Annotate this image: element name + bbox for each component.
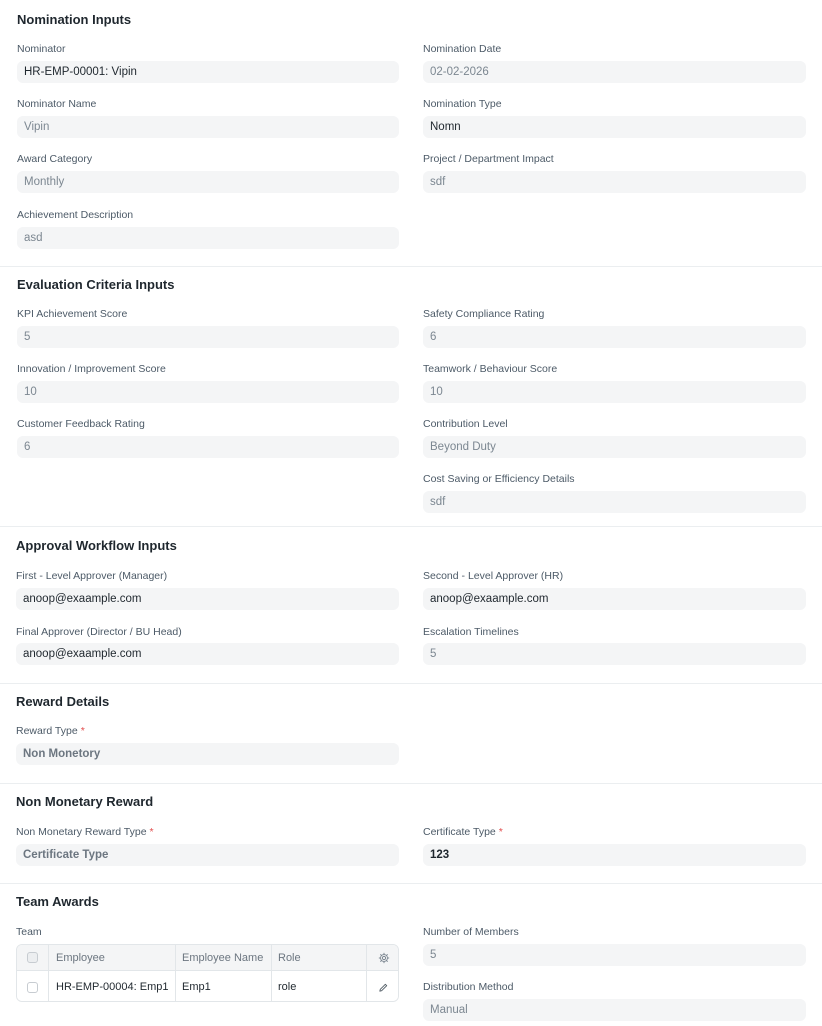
achievement-label: Achievement Description (17, 209, 134, 221)
nomination-type-field[interactable]: Nomn (423, 116, 806, 138)
nomination-date-label: Nomination Date (423, 43, 502, 55)
nomination-date-field: 02-02-2026 (423, 61, 806, 83)
final-approver-field[interactable]: anoop@exaample.com (16, 643, 399, 665)
required-mark: * (80, 725, 85, 737)
section-title: Nomination Inputs (17, 12, 132, 27)
reward-section (0, 684, 822, 784)
non-monetary-section (0, 784, 822, 884)
certificate-type-label-text: Certificate Type (423, 826, 496, 838)
members-field: 5 (423, 944, 806, 966)
nominator-label: Nominator (17, 43, 66, 55)
required-mark: * (498, 826, 503, 838)
kpi-field: 5 (17, 326, 399, 348)
select-all-cell (17, 945, 49, 970)
reward-type-label-text: Reward Type (16, 725, 78, 737)
non-monetary-type-field[interactable]: Certificate Type (16, 844, 399, 866)
certificate-type-label (423, 826, 503, 838)
nomination-type-label: Nomination Type (423, 98, 502, 110)
safety-field: 6 (423, 326, 806, 348)
customer-field: 6 (17, 436, 399, 458)
select-all-checkbox[interactable] (27, 952, 38, 963)
nomination-section (0, 0, 822, 267)
innovation-field: 10 (17, 381, 399, 403)
section-title: Evaluation Criteria Inputs (17, 277, 175, 292)
section-title: Team Awards (16, 894, 99, 909)
non-monetary-type-label (16, 826, 154, 838)
second-approver-field[interactable]: anoop@exaample.com (423, 588, 806, 610)
teamwork-field: 10 (423, 381, 806, 403)
cell-employee-name[interactable]: Emp1 (176, 971, 272, 1002)
required-mark: * (149, 826, 154, 838)
nominator-name-label: Nominator Name (17, 98, 97, 110)
section-title: Non Monetary Reward (16, 794, 154, 809)
reward-type-field[interactable]: Non Monetory (16, 743, 399, 765)
project-impact-label: Project / Department Impact (423, 153, 554, 165)
first-approver-label: First - Level Approver (Manager) (16, 570, 168, 582)
safety-label: Safety Compliance Rating (423, 308, 545, 320)
escalation-label: Escalation Timelines (423, 626, 519, 638)
row-edit-cell (367, 971, 399, 1002)
non-monetary-type-label-text: Non Monetary Reward Type (16, 826, 147, 838)
second-approver-label: Second - Level Approver (HR) (423, 570, 564, 582)
table-row[interactable] (17, 971, 398, 1002)
award-category-label: Award Category (17, 153, 93, 165)
final-approver-label: Final Approver (Director / BU Head) (16, 626, 182, 638)
row-checkbox[interactable] (27, 982, 38, 993)
table-header (17, 945, 398, 971)
certificate-type-field[interactable]: 123 (423, 844, 806, 866)
distribution-field: Manual (423, 999, 806, 1021)
contribution-label: Contribution Level (423, 418, 508, 430)
members-label: Number of Members (423, 926, 519, 938)
column-header-role: Role (272, 945, 367, 970)
achievement-field: asd (17, 227, 399, 249)
team-table (16, 944, 399, 1002)
section-title: Approval Workflow Inputs (16, 538, 177, 553)
cell-employee[interactable]: HR-EMP-00004: Emp1 (49, 971, 176, 1002)
teamwork-label: Teamwork / Behaviour Score (423, 363, 558, 375)
innovation-label: Innovation / Improvement Score (17, 363, 166, 375)
award-category-field: Monthly (17, 171, 399, 193)
nominator-field[interactable]: HR-EMP-00001: Vipin (17, 61, 399, 83)
column-header-employee: Employee (49, 945, 176, 970)
cell-role[interactable]: role (272, 971, 367, 1002)
first-approver-field[interactable]: anoop@exaample.com (16, 588, 399, 610)
cost-field: sdf (423, 491, 806, 513)
section-title: Reward Details (16, 694, 110, 709)
contribution-field: Beyond Duty (423, 436, 806, 458)
nominator-name-field: Vipin (17, 116, 399, 138)
project-impact-field: sdf (423, 171, 806, 193)
team-label: Team (16, 926, 42, 938)
customer-label: Customer Feedback Rating (17, 418, 145, 430)
approval-section (0, 527, 822, 684)
evaluation-section (0, 267, 822, 527)
edit-pencil-icon[interactable] (378, 982, 389, 993)
distribution-label: Distribution Method (423, 981, 514, 993)
cost-label: Cost Saving or Efficiency Details (423, 473, 575, 485)
column-settings-cell (367, 945, 399, 970)
reward-type-label (16, 725, 85, 737)
escalation-field: 5 (423, 643, 806, 665)
column-header-employee-name: Employee Name (176, 945, 272, 970)
gear-icon[interactable] (378, 952, 390, 964)
row-select-cell (17, 971, 49, 1002)
kpi-label: KPI Achievement Score (17, 308, 128, 320)
